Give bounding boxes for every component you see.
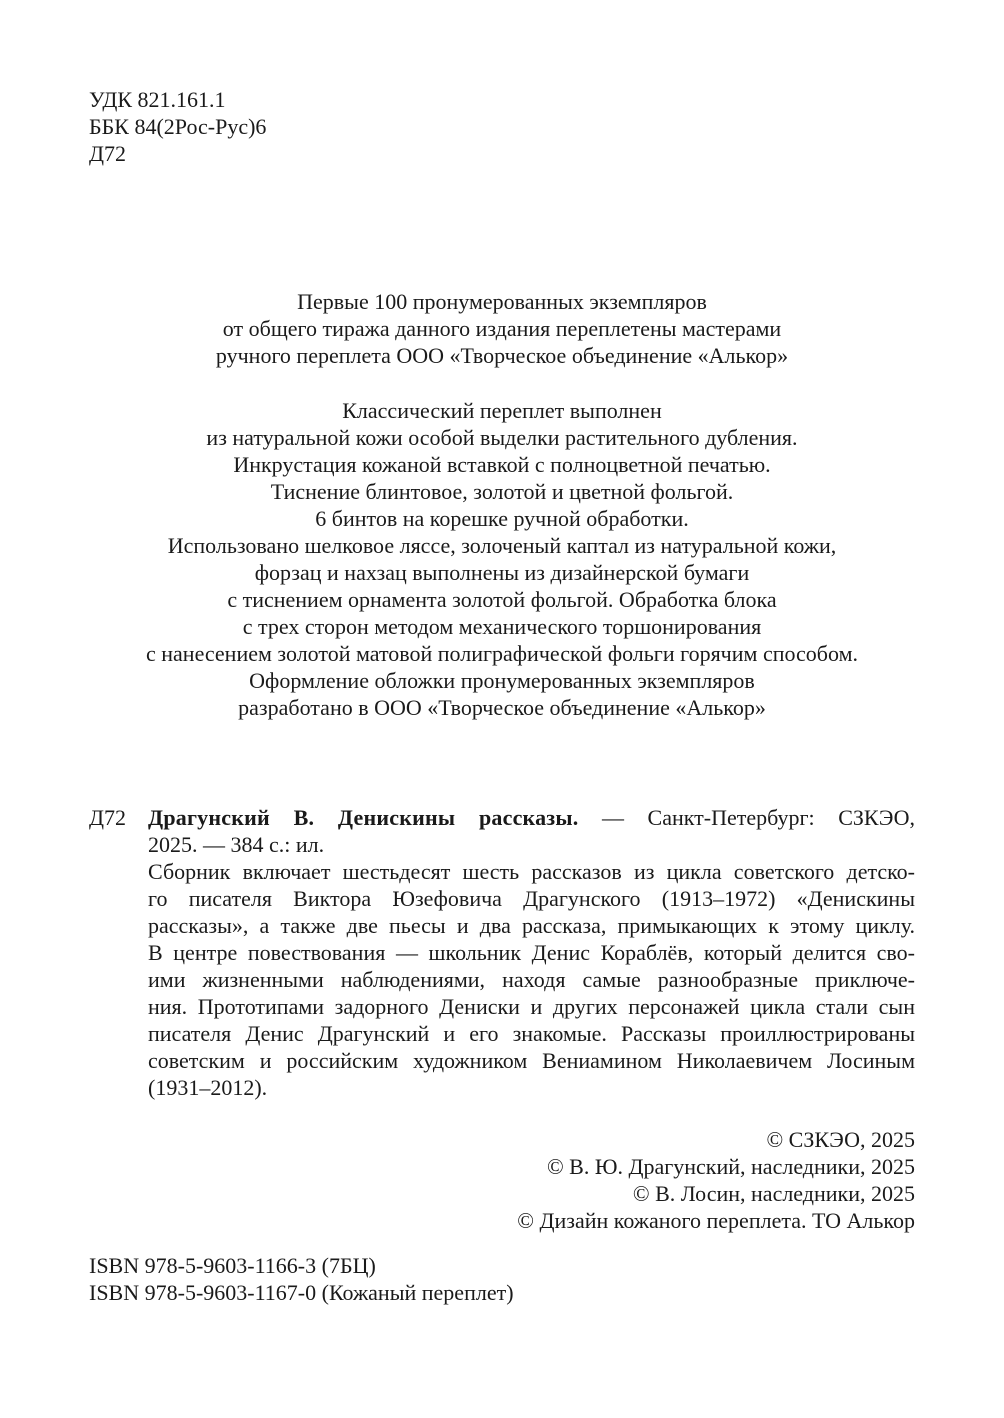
annotation-line: В центре повествования — школьник Денис Кораблёв, который делится сво- (148, 940, 915, 965)
isbn-block (89, 1252, 514, 1306)
binding-note-line: Оформление обложки пронумерованных экземпляров (249, 668, 755, 693)
edition-note (89, 288, 915, 369)
isbn-line: ISBN 978-5-9603-1166-3 (7БЦ) (89, 1253, 376, 1278)
edition-note-line: Первые 100 пронумерованных экземпляров (297, 289, 707, 314)
copyright-line: © В. Лосин, наследники, 2025 (632, 1181, 915, 1206)
binding-note (89, 397, 915, 721)
bibliographic-imprint: — Санкт-Петербург: СЗКЭО, (578, 805, 916, 830)
annotation-line: ими жизненными наблюдениями, находя самые разнообразные приключе- (148, 967, 915, 992)
binding-note-line: Тиснение блинтовое, золотой и цветной фольгой. (270, 479, 734, 504)
copyright-line: © СЗКЭО, 2025 (766, 1127, 915, 1152)
classification-block (89, 86, 266, 167)
bibliographic-entry-line (148, 804, 915, 831)
bibliographic-record (89, 804, 915, 1101)
binding-note-line: из натуральной кожи особой выделки растительного дубления. (206, 425, 798, 450)
annotation-line: Сборник включает шестьдесят шесть рассказов из цикла советского детско- (148, 859, 915, 884)
annotation-line: (1931–2012). (148, 1075, 268, 1100)
edition-note-line: от общего тиража данного издания переплетены мастерами (222, 316, 782, 341)
bbk-code: ББК 84(2Рос-Рус)6 (89, 114, 267, 139)
binding-note-line: 6 бинтов на корешке ручной обработки. (315, 506, 689, 531)
annotation-line: писателя Денис Драгунский и его знакомые. Рассказы проиллюстрированы (148, 1021, 915, 1046)
copyright-block (517, 1126, 915, 1234)
binding-note-line: разработано в ООО «Творческое объединение «Алькор» (238, 695, 766, 720)
copyright-line: © В. Ю. Драгунский, наследники, 2025 (546, 1154, 915, 1179)
author-mark: Д72 (89, 141, 127, 166)
annotation-line: го писателя Виктора Юзефовича Драгунского (1913–1972) «Денискины (148, 886, 915, 911)
bibliographic-code: Д72 (89, 805, 127, 830)
bibliographic-body (148, 804, 915, 1101)
copyright-line: © Дизайн кожаного переплета. ТО Алькор (517, 1208, 915, 1233)
binding-note-line: с трех сторон методом механического торшонирования (242, 614, 762, 639)
binding-note-line: с нанесением золотой матовой полиграфической фольги горячим способом. (146, 641, 858, 666)
binding-note-line: Инкрустация кожаной вставкой с полноцветной печатью. (233, 452, 771, 477)
isbn-line: ISBN 978-5-9603-1167-0 (Кожаный переплет) (89, 1280, 514, 1305)
binding-note-line: форзац и нахзац выполнены из дизайнерской бумаги (254, 560, 750, 585)
bibliographic-title: Драгунский В. Денискины рассказы. (148, 805, 579, 830)
annotation-line: советским и российским художником Вениамином Николаевичем Лосиным (148, 1048, 915, 1073)
binding-note-line: с тиснением орнамента золотой фольгой. Обработка блока (227, 587, 777, 612)
bibliographic-imprint-line: 2025. — 384 с.: ил. (148, 832, 325, 857)
edition-note-line: ручного переплета ООО «Творческое объединение «Алькор» (215, 343, 789, 368)
binding-note-line: Классический переплет выполнен (342, 398, 662, 423)
annotation-line: ния. Прототипами задорного Дениски и других персонажей цикла стали сын (148, 994, 915, 1019)
udk-code: УДК 821.161.1 (89, 87, 226, 112)
annotation-line: рассказы», а также две пьесы и два рассказа, примыкающих к этому циклу. (148, 913, 915, 938)
binding-note-line: Использовано шелковое ляссе, золоченый каптал из натуральной кожи, (167, 533, 837, 558)
